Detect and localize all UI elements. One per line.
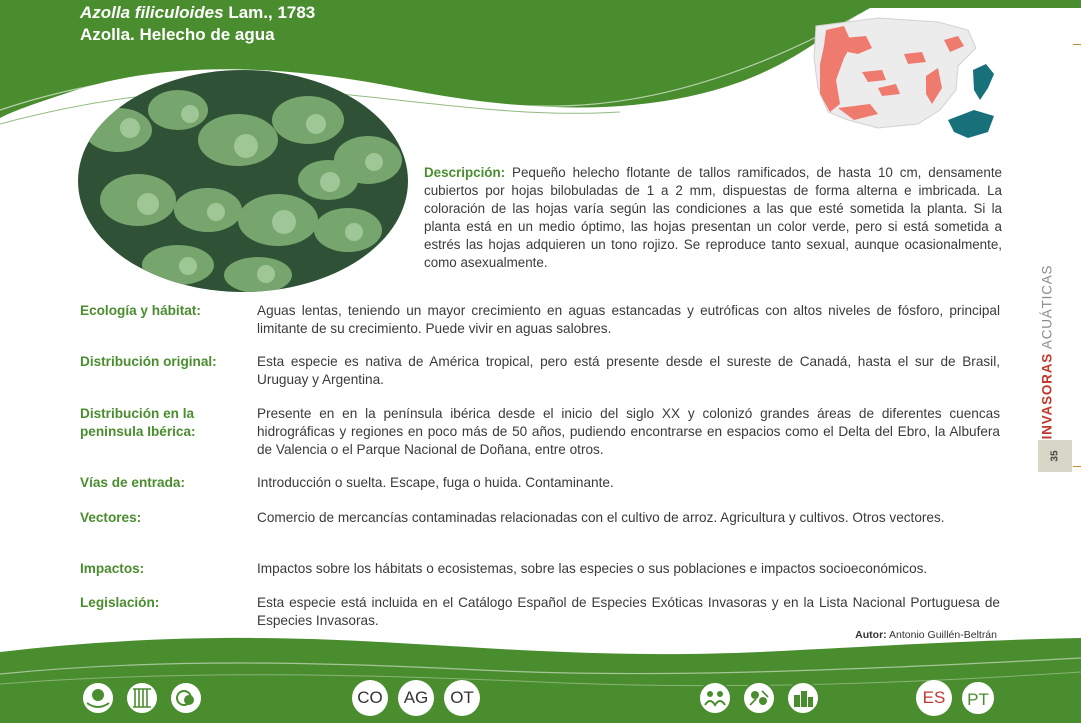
description-text: Pequeño helecho flotante de tallos ramificados, de hasta 10 cm, densamente cubiertos por hojas bilobuladas de 1 a 2 mm, dispuestas de forma alterna e imbricada. La coloración de las hojas varía según las condiciones a las que esté sometida la planta. Si la planta está en un medio óptimo, las hojas presentan un color verde, pero si está sometida a estrés las hojas adquieren un tono rojizo. Se reproduce tanto sexual, aunque ocasionalmente, como asexualmente. — [424, 165, 1002, 270]
section-text: Esta especie es nativa de América tropical, pero está presente desde el sureste de Canadá, hasta el sur de Brasil, Uruguay y Argentina. — [257, 354, 1000, 387]
section-entry-routes — [80, 474, 1000, 492]
author-name: Antonio Guillén-Beltrán — [886, 629, 997, 641]
coins-icon — [169, 681, 203, 715]
species-title — [80, 2, 315, 46]
author-label: Autor: — [855, 629, 887, 641]
description-label: Descripción: — [424, 165, 506, 180]
description-paragraph — [424, 164, 1002, 272]
category-light: ACUÁTICAS — [1039, 264, 1055, 353]
section-ecology — [80, 302, 1000, 338]
section-text: Aguas lentas, teniendo un mayor crecimiento en aguas estancadas y eutróficas con altos niveles de fósforo, principal limitante de su crecimiento. Puede vivir en aguas salobres. — [257, 303, 1000, 336]
section-text: Comercio de mercancías contaminadas relacionadas con el cultivo de arroz. Agricultura y cultivos. Otros vectores. — [257, 510, 945, 525]
bacteria-icon — [742, 681, 776, 715]
page-number-tab — [1038, 440, 1072, 472]
margin-tick — [1073, 466, 1081, 467]
section-label: Impactos: — [80, 561, 145, 576]
cage-icon — [125, 681, 159, 715]
category-bold: INVASORAS — [1039, 352, 1055, 440]
badge-ot: OT — [444, 680, 480, 716]
language-pt[interactable]: PT — [960, 680, 996, 716]
section-text: Presente en en la península ibérica desde el inicio del siglo XX y colonizó grandes áreas de diferentes cuencas hidrográficas y regiones en poco más de 50 años, pudiendo encontrarse en espacios como el Delta del Ebro, la Albufera de Valencia o el Parque Nacional de Doñana, entre otros. — [257, 406, 1000, 457]
buildings-icon — [786, 681, 820, 715]
section-label: Distribución original: — [80, 354, 217, 369]
section-text: Introducción o suelta. Escape, fuga o huida. Contaminante. — [257, 475, 614, 490]
distribution-map — [808, 8, 1003, 153]
section-vectors — [80, 509, 1000, 545]
section-label: Ecología y hábitat: — [80, 303, 201, 318]
section-label: Distribución en la peninsula Ibérica: — [80, 406, 196, 439]
footer-wave-banner — [0, 632, 1081, 723]
section-legislation — [80, 594, 1000, 630]
section-label: Vías de entrada: — [80, 475, 186, 490]
section-text: Esta especie está incluida en el Catálogo Español de Especies Exóticas Invasoras y en la Lista Nacional Portuguesa de Especies Invasoras. — [257, 595, 1000, 628]
section-label: Legislación: — [80, 595, 160, 610]
section-label: Vectores: — [80, 510, 142, 525]
category-side-label — [1040, 265, 1055, 440]
scientific-name: Azolla filiculoides — [80, 3, 224, 22]
section-impacts — [80, 560, 1000, 578]
common-name: Azolla. Helecho de agua — [80, 25, 275, 44]
authority: Lam., 1783 — [223, 3, 316, 22]
section-text: Impactos sobre los hábitats o ecosistemas, sobre las especies o sus poblaciones e impactos socioeconómicos. — [257, 561, 928, 576]
margin-tick — [1073, 44, 1081, 45]
page-number: 35 — [1049, 450, 1061, 462]
north-america-map — [948, 110, 994, 138]
iberia-map — [814, 18, 976, 128]
hands-globe-icon — [81, 681, 115, 715]
south-america-map — [973, 64, 994, 100]
badge-ag: AG — [398, 680, 434, 716]
community-icon — [698, 681, 732, 715]
azolla-photo — [78, 70, 408, 292]
language-es[interactable]: ES — [916, 680, 952, 716]
section-original-distribution — [80, 353, 1000, 389]
badge-co: CO — [352, 680, 388, 716]
section-iberian-distribution — [80, 405, 1000, 459]
